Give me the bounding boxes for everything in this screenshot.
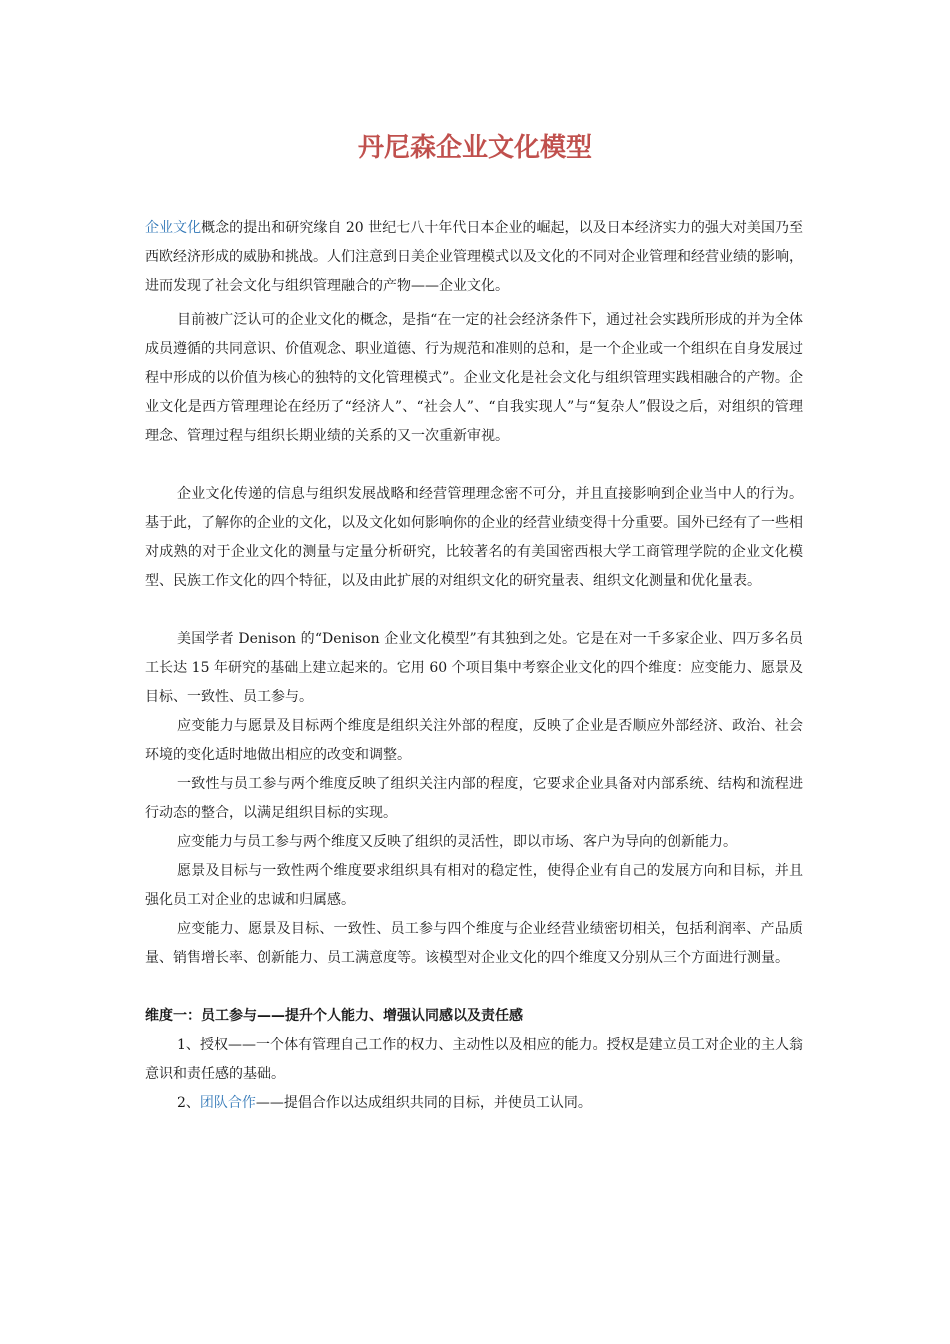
section-heading-dimension-1: 维度一：员工参与——提升个人能力、增强认同感以及责任感 bbox=[145, 1008, 523, 1024]
list-item-empowerment: 1、授权——一个体有管理自己工作的权力、主动性以及相应的能力。授权是建立员工对企业的主人翁意识和责任感的基础。 bbox=[145, 1037, 803, 1082]
list-item-teamwork bbox=[145, 1089, 803, 1118]
spacer bbox=[145, 973, 803, 1002]
list-item-teamwork-text: ——提倡合作以达成组织共同的目标，并使员工认同。 bbox=[255, 1095, 592, 1111]
paragraph-stability: 愿景及目标与一致性两个维度要求组织具有相对的稳定性，使得企业有自己的发展方向和目标，并且强化员工对企业的忠诚和归属感。 bbox=[145, 863, 803, 908]
link-teamwork[interactable]: 团队合作 bbox=[199, 1095, 256, 1111]
paragraph-intro-text: 概念的提出和研究缘自 20 世纪七八十年代日本企业的崛起，以及日本经济实力的强大对美国乃至西欧经济形成的威胁和挑战。人们注意到日美企业管理模式以及文化的不同对企业管理和经营业绩的影响，进而发现了社会文化与组织管理融合的产物——企业文化。 bbox=[145, 220, 804, 294]
paragraph-measurement: 企业文化传递的信息与组织发展战略和经营管理理念密不可分，并且直接影响到企业当中人的行为。基于此，了解你的企业的文化，以及文化如何影响你的企业的经营业绩变得十分重要。国外已经有了一些相对成熟的对于企业文化的测量与定量分析研究，比较著名的有美国密西根大学工商管理学院的企业文化模型、民族工作文化的四个特征，以及由此扩展的对组织文化的研究量表、组织文化测量和优化量表。 bbox=[145, 486, 803, 589]
document-body bbox=[145, 214, 803, 1118]
spacer bbox=[145, 451, 803, 480]
list-item-number: 2、 bbox=[177, 1095, 200, 1111]
paragraph-performance: 应变能力、愿景及目标、一致性、员工参与四个维度与企业经营业绩密切相关，包括利润率、产品质量、销售增长率、创新能力、员工满意度等。该模型对企业文化的四个维度又分别从三个方面进行测量。 bbox=[145, 921, 803, 966]
paragraph-internal-focus: 一致性与员工参与两个维度反映了组织关注内部的程度，它要求企业具备对内部系统、结构和流程进行动态的整合，以满足组织目标的实现。 bbox=[145, 776, 803, 821]
paragraph-definition: 目前被广泛认可的企业文化的概念，是指“在一定的社会经济条件下，通过社会实践所形成的并为全体成员遵循的共同意识、价值观念、职业道德、行为规范和准则的总和，是一个企业或一个组织在自身发展过程中形成的以价值为核心的独特的文化管理模式”。企业文化是社会文化与组织管理实践相融合的产物。企业文化是西方管理理论在经历了“经济人”、“社会人”、“自我实现人”与“复杂人”假设之后，对组织的管理理念、管理过程与组织长期业绩的关系的又一次重新审视。 bbox=[145, 312, 803, 444]
paragraph-flexibility: 应变能力与员工参与两个维度又反映了组织的灵活性，即以市场、客户为导向的创新能力。 bbox=[177, 834, 737, 850]
link-corporate-culture[interactable]: 企业文化 bbox=[145, 220, 202, 236]
document-title: 丹尼森企业文化模型 bbox=[357, 133, 592, 163]
paragraph-intro bbox=[145, 214, 803, 301]
spacer bbox=[145, 596, 803, 625]
paragraph-external-focus: 应变能力与愿景及目标两个维度是组织关注外部的程度，反映了企业是否顺应外部经济、政治、社会环境的变化适时地做出相应的改变和调整。 bbox=[145, 718, 803, 763]
paragraph-denison: 美国学者 Denison 的“Denison 企业文化模型”有其独到之处。它是在对一千多家企业、四万多名员工长达 15 年研究的基础上建立起来的。它用 60 个项目集中考察企业文化的四个维度：应变能力、愿景及目标、一致性、员工参与。 bbox=[145, 631, 803, 705]
